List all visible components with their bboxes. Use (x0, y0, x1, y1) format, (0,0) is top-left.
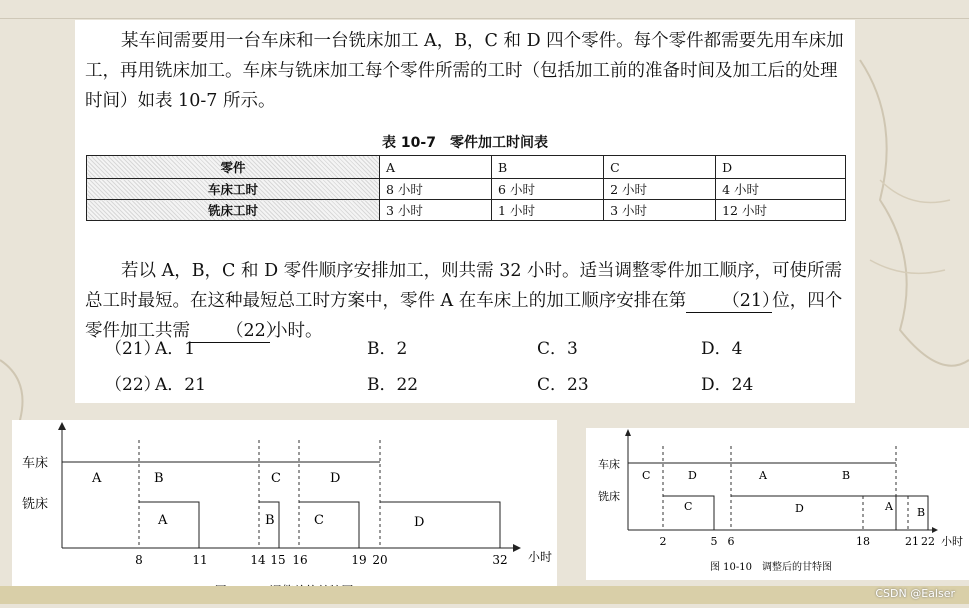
table-cell: 3 小时 (380, 200, 492, 221)
option-item: C．23 (537, 375, 589, 395)
blank-22: （22） (190, 320, 270, 343)
option-item: D．4 (701, 339, 743, 359)
tick-label: 16 (292, 553, 308, 567)
header-part-c: C (604, 156, 716, 179)
lathe-label: D (688, 469, 697, 482)
tick-label: 8 (135, 553, 143, 567)
question-paragraph (85, 256, 845, 346)
question-prefix: 第 (668, 291, 687, 311)
tick-label: 5 (710, 535, 718, 548)
lathe-label: C (642, 469, 651, 482)
mill-label: C (684, 500, 693, 513)
mill-label: A (885, 500, 893, 513)
lathe-label: A (759, 469, 767, 482)
table-caption: 表 10-7 零件加工时间表 (382, 135, 548, 151)
row-label-mill: 铣床工时 (87, 200, 380, 221)
tick-label: 19 (351, 553, 367, 567)
table-header-row (87, 156, 846, 179)
header-part-b: B (492, 156, 604, 179)
x-unit: 小时 (528, 550, 553, 564)
tick-label: 6 (727, 535, 735, 548)
x-axis-arrow-icon (932, 527, 938, 533)
question-suffix: 小时。 (270, 321, 323, 341)
header-part-d: D (716, 156, 846, 179)
tick-label: 32 (492, 553, 508, 567)
option-item: C．3 (537, 339, 578, 359)
tick-label: 11 (192, 553, 208, 567)
options-21 (105, 334, 845, 358)
option-item: D．24 (701, 375, 754, 395)
y-axis-arrow-icon (625, 429, 631, 436)
table-cell: 4 小时 (716, 179, 846, 200)
question-panel (75, 20, 855, 403)
tick-label: 18 (856, 535, 870, 548)
x-unit: 小时 (941, 535, 963, 548)
gantt-before-panel (12, 420, 557, 604)
row1-label: 车床 (598, 458, 620, 471)
watermark: CSDN @Ealser (875, 587, 955, 600)
x-ticks (135, 553, 507, 567)
bottom-bar (0, 586, 969, 604)
option-item: A．21 (155, 375, 206, 395)
header-label: 零件 (87, 156, 380, 179)
row2-label: 铣床 (598, 490, 620, 503)
option-q-label: （21） (105, 339, 161, 359)
row2-label: 铣床 (22, 497, 49, 512)
lathe-label: A (92, 471, 102, 486)
question-middle: 位，四个零件加工共需 (85, 291, 843, 341)
blank-21: （21） (686, 290, 772, 313)
table-cell: 3 小时 (604, 200, 716, 221)
row-label-lathe: 车床工时 (87, 179, 380, 200)
table-row-lathe (87, 179, 846, 200)
mill-label: D (795, 502, 804, 515)
mill-label: D (414, 515, 425, 530)
mill-label: C (314, 513, 324, 528)
tick-label: 22 (921, 535, 935, 548)
option-item: A．1 (155, 339, 196, 359)
gantt-after-caption: 图 10-10 调整后的甘特图 (709, 562, 833, 573)
tick-label: 14 (250, 553, 266, 567)
table-row-mill (87, 200, 846, 221)
option-q-label: （22） (105, 375, 161, 395)
x-axis-arrow-icon (513, 544, 521, 552)
tick-label: 21 (905, 535, 919, 548)
lathe-label: B (154, 471, 164, 486)
mill-label: B (917, 506, 926, 519)
gantt-after-panel (586, 428, 969, 580)
intro-paragraph: 某车间需要用一台车床和一台铣床加工 A，B，C 和 D 四个零件。每个零件都需要先用车床加工，再用铣床加工。车床与铣床加工每个零件所需的工时（包括加工前的准备时间及加工后的处理时间）如表 10-7 所示。 (85, 31, 844, 111)
mill-label: A (158, 513, 168, 528)
table-cell: 2 小时 (604, 179, 716, 200)
table-cell: 6 小时 (492, 179, 604, 200)
lathe-label: B (842, 469, 851, 482)
mill-label: B (265, 513, 275, 528)
header-part-a: A (380, 156, 492, 179)
tick-label: 2 (659, 535, 667, 548)
y-axis-arrow-icon (58, 422, 66, 430)
lathe-label: C (271, 471, 281, 486)
table-cell: 12 小时 (716, 200, 846, 221)
top-divider (0, 18, 969, 19)
table-cell: 8 小时 (380, 179, 492, 200)
x-ticks (660, 535, 936, 548)
gantt-before-svg (12, 420, 557, 604)
question-text: 若以 A，B，C 和 D 零件顺序安排加工，则共需 32 小时。适当调整零件加工顺序，可使所需总工时最短。在这种最短总工时方案中，零件 A 在车床上的加工顺序安排在 (85, 261, 843, 311)
dashed-guides (139, 440, 500, 548)
row1-label: 车床 (22, 456, 49, 471)
options-22 (105, 370, 845, 394)
time-table (86, 155, 846, 221)
table-cell: 1 小时 (492, 200, 604, 221)
lathe-label: D (330, 471, 341, 486)
option-item: B．2 (367, 339, 408, 359)
dashed-guides (663, 446, 908, 530)
gantt-after-svg (586, 428, 969, 580)
option-item: B．22 (367, 375, 419, 395)
tick-label: 20 (372, 553, 388, 567)
tick-label: 15 (270, 553, 286, 567)
